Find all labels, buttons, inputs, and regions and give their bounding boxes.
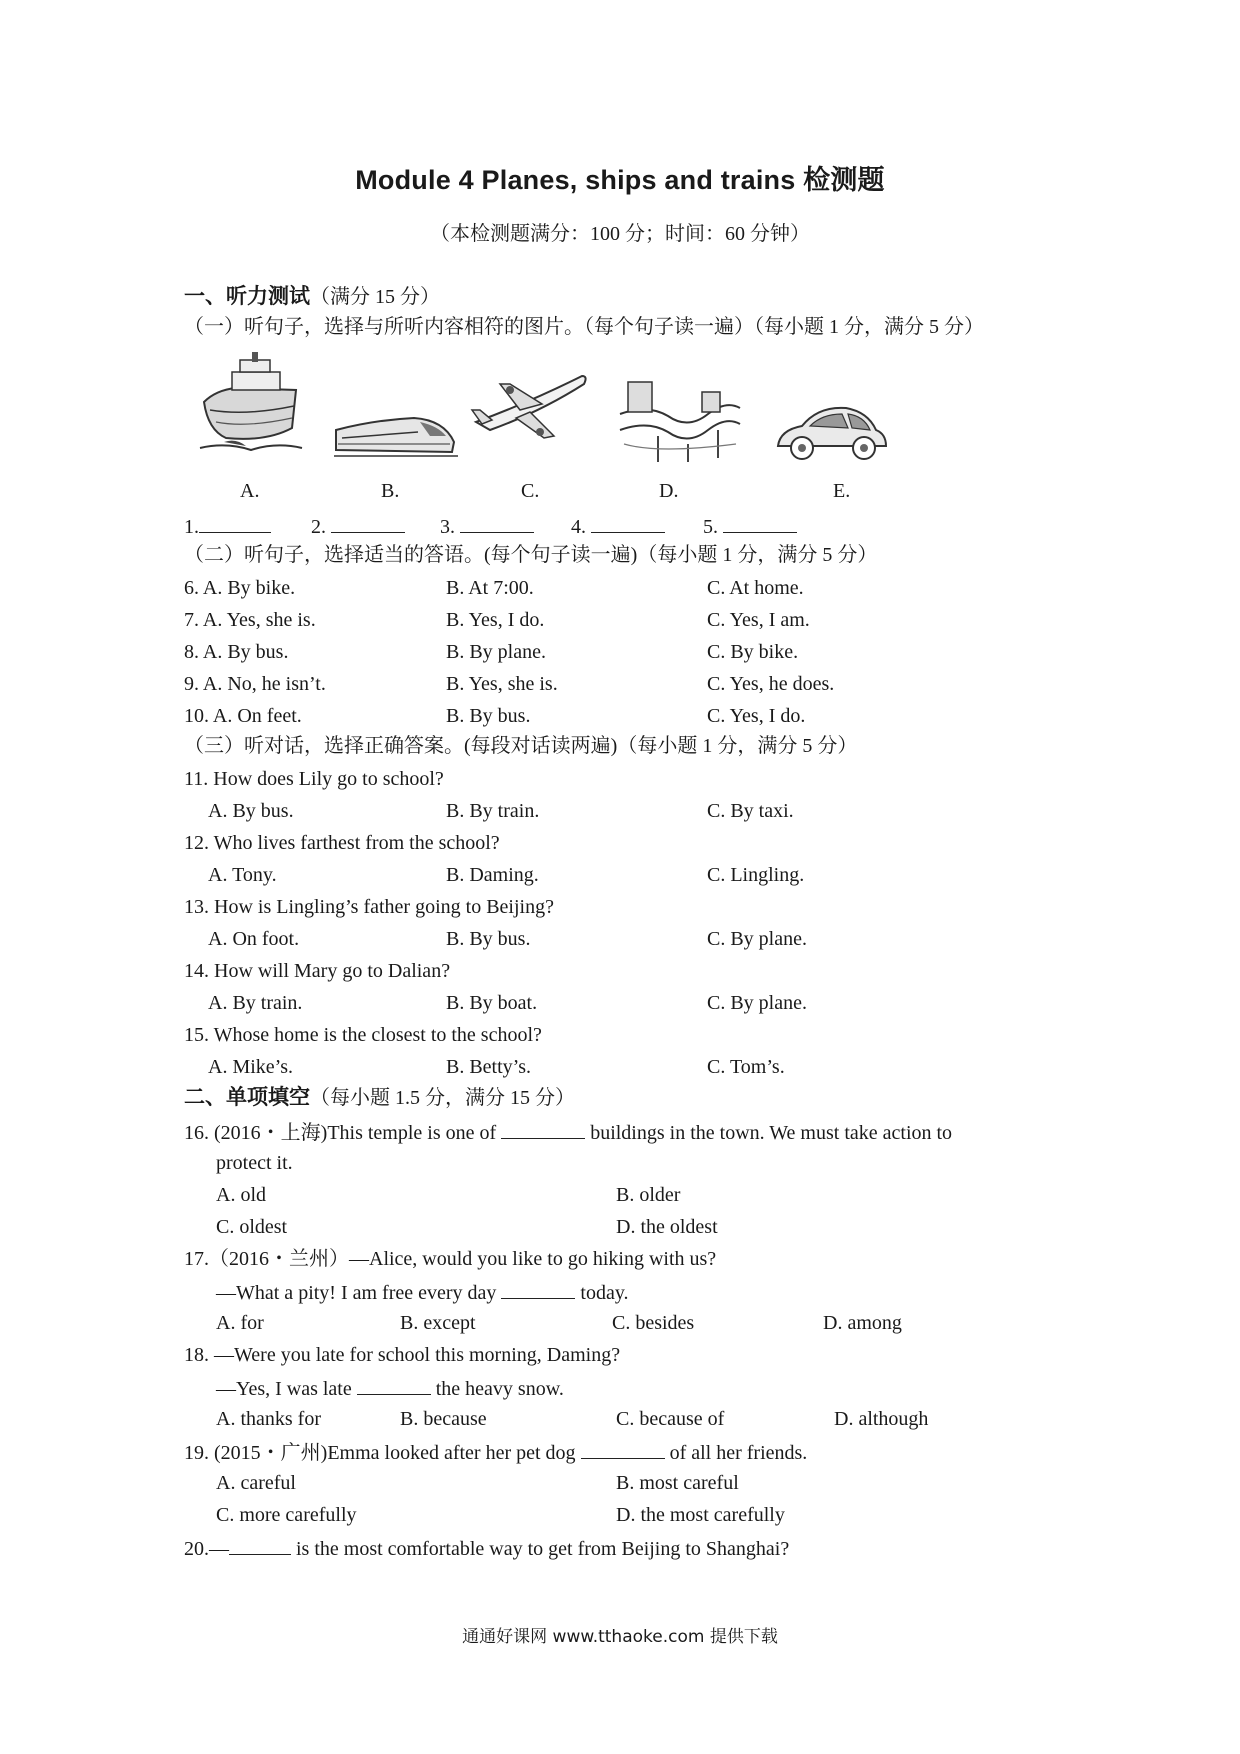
q6-option-b: B. At 7:00. — [446, 577, 534, 599]
section-2-note: （每小题 1.5 分，满分 15 分） — [310, 1087, 575, 1109]
page-footer: 通通好课网 www.tthaoke.com 提供下载 — [462, 1627, 778, 1647]
q17-option-a: A. for — [216, 1312, 264, 1334]
q12-option-a: A. Tony. — [208, 864, 277, 886]
page-title: Module 4 Planes, ships and trains 检测题 — [355, 165, 885, 195]
q10-option-c: C. Yes, I do. — [707, 705, 806, 727]
q7-option-b: B. Yes, I do. — [446, 609, 545, 631]
picture-label-c: C. — [521, 480, 540, 502]
q20-question: 20.— is the most comfortable way to get from Beijing to Shanghai? — [184, 1534, 789, 1562]
blank-line[interactable] — [591, 512, 665, 533]
q6-option-c: C. At home. — [707, 577, 804, 599]
q17-option-b: B. except — [400, 1312, 476, 1334]
q19-option-a: A. careful — [216, 1472, 296, 1494]
part-1-instruction: （一）听句子，选择与所听内容相符的图片。（每个句子读一遍）（每小题 1 分，满分 5 分） — [184, 316, 984, 338]
car-icon — [772, 400, 890, 466]
q16-option-d: D. the oldest — [616, 1216, 718, 1238]
q12-option-b: B. Daming. — [446, 864, 539, 886]
q18-question: 18. —Were you late for school this morning, Daming? — [184, 1344, 621, 1366]
q17-question: 17.（2016・兰州）—Alice, would you like to go hiking with us? — [184, 1248, 717, 1270]
picture-label-b: B. — [381, 480, 400, 502]
part-2-instruction: （二）听句子，选择适当的答语。(每个句子读一遍)（每小题 1 分，满分 5 分） — [184, 544, 878, 566]
q11-question: 11. How does Lily go to school? — [184, 768, 444, 790]
q18-blank[interactable] — [357, 1374, 431, 1395]
q13-option-a: A. On foot. — [208, 928, 300, 950]
q15-question: 15. Whose home is the closest to the school? — [184, 1024, 542, 1046]
q10-option-a: 10. A. On feet. — [184, 705, 302, 727]
q18-question-line2: —Yes, I was late the heavy snow. — [216, 1374, 564, 1402]
answer-blank-4[interactable]: 4. — [571, 512, 665, 540]
q16-question-continued: protect it. — [216, 1152, 293, 1174]
blank-line[interactable] — [723, 512, 797, 533]
section-1-heading — [184, 283, 440, 310]
q8-option-c: C. By bike. — [707, 641, 799, 663]
q16-option-b: B. older — [616, 1184, 681, 1206]
q20-blank[interactable] — [229, 1534, 291, 1555]
q14-option-c: C. By plane. — [707, 992, 807, 1014]
page-subtitle: （本检测题满分：100 分；时间：60 分钟） — [430, 223, 810, 245]
picture-label-a: A. — [240, 480, 260, 502]
answer-blank-2[interactable]: 2. — [311, 512, 405, 540]
picture-label-d: D. — [659, 480, 679, 502]
q13-question: 13. How is Lingling’s father going to Beijing? — [184, 896, 554, 918]
q7-option-a: 7. A. Yes, she is. — [184, 609, 316, 631]
q15-option-a: A. Mike’s. — [208, 1056, 293, 1078]
q13-option-b: B. By bus. — [446, 928, 531, 950]
q9-option-c: C. Yes, he does. — [707, 673, 835, 695]
q13-option-c: C. By plane. — [707, 928, 807, 950]
q17-option-c: C. besides — [612, 1312, 695, 1334]
q17-question-line2: —What a pity! I am free every day today. — [216, 1278, 629, 1306]
picture-label-e: E. — [833, 480, 851, 502]
q15-option-b: B. Betty’s. — [446, 1056, 532, 1078]
q14-option-b: B. By boat. — [446, 992, 538, 1014]
ship-icon — [196, 350, 306, 460]
q18-option-b: B. because — [400, 1408, 487, 1430]
q8-option-b: B. By plane. — [446, 641, 546, 663]
q18-option-a: A. thanks for — [216, 1408, 321, 1430]
q14-option-a: A. By train. — [208, 992, 303, 1014]
q7-option-c: C. Yes, I am. — [707, 609, 810, 631]
q18-option-d: D. although — [834, 1408, 929, 1430]
q16-blank[interactable] — [501, 1118, 585, 1139]
plane-icon — [470, 372, 590, 444]
section-2-title: 二、单项填空 — [184, 1085, 310, 1109]
q19-option-c: C. more carefully — [216, 1504, 357, 1526]
blank-line[interactable] — [199, 512, 271, 533]
q19-blank[interactable] — [581, 1438, 665, 1459]
great-wall-icon — [618, 374, 742, 464]
q11-option-a: A. By bus. — [208, 800, 294, 822]
answer-blank-1[interactable]: 1. — [184, 512, 271, 540]
answer-blank-3[interactable]: 3. — [440, 512, 534, 540]
q19-option-d: D. the most carefully — [616, 1504, 785, 1526]
q19-option-b: B. most careful — [616, 1472, 739, 1494]
q19-question: 19. (2015・广州)Emma looked after her pet dog of all her friends. — [184, 1438, 807, 1466]
q9-option-b: B. Yes, she is. — [446, 673, 558, 695]
q11-option-c: C. By taxi. — [707, 800, 794, 822]
section-1-title: 一、听力测试 — [184, 284, 310, 308]
q9-option-a: 9. A. No, he isn’t. — [184, 673, 326, 695]
q8-option-a: 8. A. By bus. — [184, 641, 289, 663]
q16-option-c: C. oldest — [216, 1216, 288, 1238]
train-icon — [334, 400, 458, 462]
q16-option-a: A. old — [216, 1184, 266, 1206]
q10-option-b: B. By bus. — [446, 705, 531, 727]
q16-question: 16. (2016・上海)This temple is one of buildings in the town. We must take action to — [184, 1118, 952, 1146]
q17-option-d: D. among — [823, 1312, 902, 1334]
q17-blank[interactable] — [501, 1278, 575, 1299]
section-2-heading — [184, 1084, 575, 1111]
q12-option-c: C. Lingling. — [707, 864, 805, 886]
q14-question: 14. How will Mary go to Dalian? — [184, 960, 451, 982]
answer-blank-5[interactable]: 5. — [703, 512, 797, 540]
blank-line[interactable] — [460, 512, 534, 533]
q18-option-c: C. because of — [616, 1408, 725, 1430]
q15-option-c: C. Tom’s. — [707, 1056, 785, 1078]
q11-option-b: B. By train. — [446, 800, 540, 822]
section-1-note: （满分 15 分） — [310, 286, 440, 308]
part-3-instruction: （三）听对话，选择正确答案。(每段对话读两遍)（每小题 1 分，满分 5 分） — [184, 735, 858, 757]
q6-option-a: 6. A. By bike. — [184, 577, 296, 599]
blank-line[interactable] — [331, 512, 405, 533]
q12-question: 12. Who lives farthest from the school? — [184, 832, 500, 854]
